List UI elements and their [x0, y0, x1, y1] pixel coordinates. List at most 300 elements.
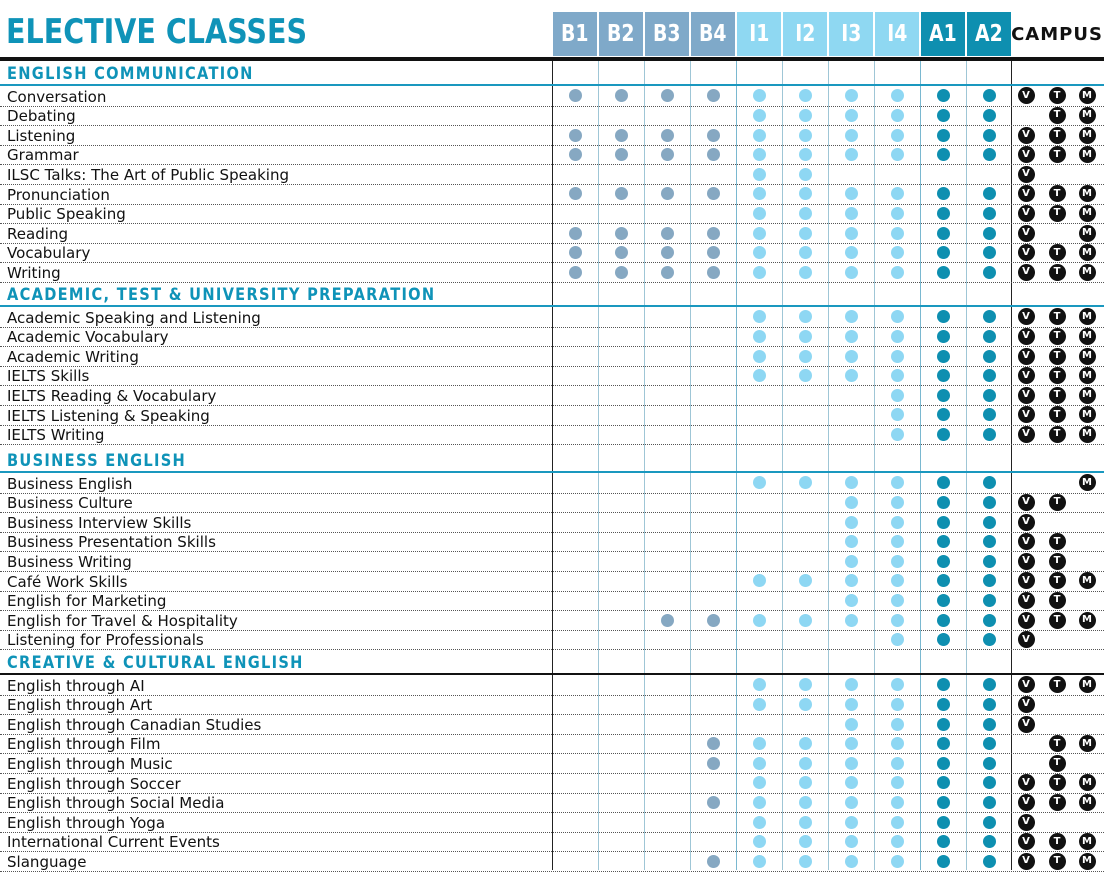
level-availability-dot [983, 428, 996, 441]
level-availability-dot [983, 614, 996, 627]
level-availability-dot [845, 187, 858, 200]
campus-badge-v: V [1018, 612, 1035, 629]
level-availability-dot [569, 227, 582, 240]
campus-badge-v: V [1018, 514, 1035, 531]
column-divider [874, 61, 875, 870]
campus-badge-v: V [1018, 716, 1035, 733]
level-availability-dot [891, 476, 904, 489]
campus-badge-t: T [1049, 205, 1066, 222]
column-divider [966, 61, 967, 870]
level-header-i2: I2 [783, 12, 827, 56]
class-name: English through Art [7, 696, 153, 715]
level-availability-dot [845, 835, 858, 848]
campus-column-header: CAMPUS [1011, 23, 1103, 45]
level-availability-dot [891, 246, 904, 259]
campus-badge-t: T [1049, 572, 1066, 589]
level-availability-dot [569, 266, 582, 279]
level-availability-dot [799, 678, 812, 691]
level-header-b3: B3 [645, 12, 689, 56]
level-availability-dot [845, 678, 858, 691]
level-availability-dot [891, 428, 904, 441]
level-availability-dot [845, 129, 858, 142]
level-availability-dot [891, 350, 904, 363]
level-availability-dot [983, 389, 996, 402]
level-availability-dot [983, 207, 996, 220]
class-name: English for Travel & Hospitality [7, 611, 238, 630]
level-availability-dot [891, 574, 904, 587]
level-availability-dot [799, 310, 812, 323]
level-availability-dot [707, 614, 720, 627]
level-header-b1: B1 [553, 12, 597, 56]
column-divider [736, 61, 737, 870]
level-availability-dot [845, 594, 858, 607]
class-name: Grammar [7, 146, 79, 165]
campus-badge-m: M [1079, 264, 1096, 281]
level-availability-dot [661, 89, 674, 102]
level-availability-dot [983, 476, 996, 489]
level-availability-dot [891, 718, 904, 731]
campus-badge-m: M [1079, 146, 1096, 163]
campus-badge-m: M [1079, 308, 1096, 325]
level-availability-dot [983, 737, 996, 750]
level-availability-dot [937, 266, 950, 279]
campus-badge-v: V [1018, 166, 1035, 183]
level-availability-dot [845, 109, 858, 122]
level-availability-dot [799, 698, 812, 711]
level-availability-dot [845, 757, 858, 770]
level-availability-dot [891, 678, 904, 691]
level-availability-dot [799, 266, 812, 279]
campus-badge-v: V [1018, 87, 1035, 104]
row-separator [0, 851, 1104, 852]
class-name: IELTS Skills [7, 367, 90, 386]
campus-badge-v: V [1018, 387, 1035, 404]
level-availability-dot [937, 776, 950, 789]
level-header-a2: A2 [967, 12, 1011, 56]
level-availability-dot [753, 168, 766, 181]
campus-badge-v: V [1018, 853, 1035, 870]
level-header-i3: I3 [829, 12, 873, 56]
level-availability-dot [845, 614, 858, 627]
campus-badge-m: M [1079, 572, 1096, 589]
campus-badge-m: M [1079, 853, 1096, 870]
campus-badge-t: T [1049, 328, 1066, 345]
campus-badge-t: T [1049, 107, 1066, 124]
level-availability-dot [891, 796, 904, 809]
level-availability-dot [799, 476, 812, 489]
level-availability-dot [891, 109, 904, 122]
level-availability-dot [937, 496, 950, 509]
class-name: Academic Vocabulary [7, 328, 169, 347]
level-availability-dot [799, 168, 812, 181]
level-availability-dot [615, 129, 628, 142]
level-availability-dot [891, 855, 904, 868]
level-availability-dot [937, 737, 950, 750]
row-separator [0, 366, 1104, 367]
level-availability-dot [891, 698, 904, 711]
level-availability-dot [615, 227, 628, 240]
level-availability-dot [661, 614, 674, 627]
campus-badge-v: V [1018, 348, 1035, 365]
campus-badge-t: T [1049, 553, 1066, 570]
level-availability-dot [661, 187, 674, 200]
level-header-b2: B2 [599, 12, 643, 56]
class-name: IELTS Listening & Speaking [7, 406, 210, 425]
campus-badge-m: M [1079, 127, 1096, 144]
level-availability-dot [845, 737, 858, 750]
level-availability-dot [891, 266, 904, 279]
campus-badge-t: T [1049, 774, 1066, 791]
level-availability-dot [753, 207, 766, 220]
level-availability-dot [891, 633, 904, 646]
campus-badge-m: M [1079, 244, 1096, 261]
level-availability-dot [891, 389, 904, 402]
column-divider [920, 61, 921, 870]
level-availability-dot [937, 350, 950, 363]
level-availability-dot [983, 496, 996, 509]
class-name: Café Work Skills [7, 572, 128, 591]
level-availability-dot [937, 476, 950, 489]
level-availability-dot [753, 835, 766, 848]
level-availability-dot [983, 796, 996, 809]
level-availability-dot [983, 816, 996, 829]
class-name: International Current Events [7, 833, 220, 852]
level-availability-dot [845, 555, 858, 568]
level-availability-dot [983, 148, 996, 161]
column-divider [552, 61, 553, 870]
campus-badge-v: V [1018, 328, 1035, 345]
section-heading: CREATIVE & CULTURAL ENGLISH [7, 653, 304, 673]
section-heading: BUSINESS ENGLISH [7, 451, 187, 471]
campus-badge-v: V [1018, 572, 1035, 589]
campus-badge-v: V [1018, 406, 1035, 423]
level-availability-dot [937, 757, 950, 770]
level-availability-dot [845, 535, 858, 548]
level-availability-dot [983, 408, 996, 421]
level-availability-dot [937, 428, 950, 441]
level-availability-dot [707, 246, 720, 259]
level-availability-dot [799, 187, 812, 200]
level-availability-dot [845, 698, 858, 711]
level-availability-dot [707, 757, 720, 770]
row-separator [0, 871, 1104, 872]
level-availability-dot [845, 207, 858, 220]
level-availability-dot [891, 369, 904, 382]
level-availability-dot [707, 129, 720, 142]
level-availability-dot [937, 207, 950, 220]
campus-badge-v: V [1018, 225, 1035, 242]
level-availability-dot [799, 148, 812, 161]
level-availability-dot [799, 89, 812, 102]
class-name: Slanguage [7, 852, 87, 871]
level-availability-dot [799, 855, 812, 868]
level-availability-dot [569, 246, 582, 259]
row-separator [0, 243, 1104, 244]
level-availability-dot [753, 816, 766, 829]
level-availability-dot [937, 246, 950, 259]
campus-badge-v: V [1018, 794, 1035, 811]
level-availability-dot [615, 187, 628, 200]
campus-badge-v: V [1018, 264, 1035, 281]
level-header-a1: A1 [921, 12, 965, 56]
level-availability-dot [753, 698, 766, 711]
campus-badge-t: T [1049, 533, 1066, 550]
level-availability-dot [891, 408, 904, 421]
campus-badge-m: M [1079, 185, 1096, 202]
level-availability-dot [753, 350, 766, 363]
campus-badge-m: M [1079, 406, 1096, 423]
level-availability-dot [891, 816, 904, 829]
level-availability-dot [753, 776, 766, 789]
class-name: Business Culture [7, 494, 133, 513]
campus-badge-v: V [1018, 494, 1035, 511]
section-heading: ENGLISH COMMUNICATION [7, 64, 254, 84]
level-availability-dot [937, 310, 950, 323]
campus-badge-v: V [1018, 127, 1035, 144]
row-separator [0, 262, 1104, 263]
level-availability-dot [753, 246, 766, 259]
level-availability-dot [707, 227, 720, 240]
level-availability-dot [799, 330, 812, 343]
level-availability-dot [891, 516, 904, 529]
level-availability-dot [753, 89, 766, 102]
level-availability-dot [983, 594, 996, 607]
level-availability-dot [937, 516, 950, 529]
section-rule [0, 673, 1104, 675]
level-header-i1: I1 [737, 12, 781, 56]
campus-badge-t: T [1049, 146, 1066, 163]
level-availability-dot [845, 476, 858, 489]
level-availability-dot [799, 614, 812, 627]
row-separator [0, 106, 1104, 107]
campus-badge-t: T [1049, 406, 1066, 423]
level-availability-dot [845, 796, 858, 809]
class-name: Listening [7, 126, 76, 145]
level-availability-dot [753, 855, 766, 868]
level-availability-dot [615, 266, 628, 279]
class-name: English through AI [7, 676, 145, 695]
class-name: English through Music [7, 754, 173, 773]
level-availability-dot [753, 678, 766, 691]
level-availability-dot [753, 369, 766, 382]
class-name: English through Film [7, 735, 161, 754]
campus-badge-v: V [1018, 146, 1035, 163]
level-availability-dot [891, 330, 904, 343]
level-availability-dot [753, 187, 766, 200]
campus-badge-t: T [1049, 612, 1066, 629]
campus-badge-m: M [1079, 774, 1096, 791]
class-name: English through Soccer [7, 774, 181, 793]
campus-badge-v: V [1018, 367, 1035, 384]
level-availability-dot [891, 207, 904, 220]
campus-badge-m: M [1079, 612, 1096, 629]
level-availability-dot [937, 129, 950, 142]
level-availability-dot [845, 816, 858, 829]
level-availability-dot [983, 266, 996, 279]
campus-badge-m: M [1079, 205, 1096, 222]
campus-badge-t: T [1049, 494, 1066, 511]
level-availability-dot [799, 109, 812, 122]
level-availability-dot [937, 796, 950, 809]
level-availability-dot [891, 555, 904, 568]
campus-badge-t: T [1049, 348, 1066, 365]
level-availability-dot [983, 855, 996, 868]
level-availability-dot [983, 757, 996, 770]
level-availability-dot [845, 330, 858, 343]
level-availability-dot [799, 350, 812, 363]
level-availability-dot [707, 148, 720, 161]
campus-badge-v: V [1018, 185, 1035, 202]
row-separator [0, 425, 1104, 426]
level-availability-dot [707, 855, 720, 868]
level-availability-dot [799, 776, 812, 789]
level-availability-dot [845, 496, 858, 509]
level-availability-dot [799, 574, 812, 587]
campus-badge-v: V [1018, 833, 1035, 850]
level-availability-dot [753, 574, 766, 587]
level-availability-dot [799, 796, 812, 809]
level-availability-dot [753, 129, 766, 142]
level-availability-dot [983, 89, 996, 102]
class-name: Writing [7, 263, 61, 282]
campus-badge-t: T [1049, 367, 1066, 384]
level-availability-dot [891, 496, 904, 509]
level-availability-dot [983, 835, 996, 848]
level-availability-dot [937, 555, 950, 568]
level-availability-dot [707, 266, 720, 279]
level-availability-dot [707, 796, 720, 809]
level-header-i4: I4 [875, 12, 919, 56]
campus-badge-m: M [1079, 87, 1096, 104]
campus-badge-t: T [1049, 853, 1066, 870]
campus-badge-t: T [1049, 87, 1066, 104]
level-availability-dot [937, 389, 950, 402]
campus-badge-m: M [1079, 387, 1096, 404]
campus-badge-v: V [1018, 553, 1035, 570]
class-name: IELTS Reading & Vocabulary [7, 386, 217, 405]
campus-badge-m: M [1079, 676, 1096, 693]
level-availability-dot [799, 737, 812, 750]
campus-badge-m: M [1079, 474, 1096, 491]
level-availability-dot [937, 816, 950, 829]
level-availability-dot [983, 246, 996, 259]
class-name: English through Yoga [7, 813, 166, 832]
level-availability-dot [753, 737, 766, 750]
level-availability-dot [891, 757, 904, 770]
column-divider [782, 61, 783, 870]
row-separator [0, 551, 1104, 552]
campus-badge-v: V [1018, 631, 1035, 648]
campus-badge-m: M [1079, 833, 1096, 850]
class-name: ILSC Talks: The Art of Public Speaking [7, 165, 290, 184]
class-name: Vocabulary [7, 244, 91, 263]
section-rule [0, 84, 1104, 86]
class-name: Academic Speaking and Listening [7, 308, 261, 327]
level-availability-dot [983, 129, 996, 142]
campus-badge-m: M [1079, 225, 1096, 242]
row-separator [0, 649, 1104, 650]
level-availability-dot [661, 227, 674, 240]
class-name: Public Speaking [7, 205, 126, 224]
campus-badge-m: M [1079, 348, 1096, 365]
level-availability-dot [661, 246, 674, 259]
column-divider [644, 61, 645, 870]
level-availability-dot [891, 594, 904, 607]
level-availability-dot [983, 574, 996, 587]
campus-badge-m: M [1079, 107, 1096, 124]
level-availability-dot [799, 757, 812, 770]
level-availability-dot [891, 187, 904, 200]
level-availability-dot [983, 330, 996, 343]
campus-badge-t: T [1049, 244, 1066, 261]
level-availability-dot [845, 369, 858, 382]
section-heading: ACADEMIC, TEST & UNIVERSITY PREPARATION [7, 285, 436, 305]
level-availability-dot [983, 718, 996, 731]
row-separator [0, 812, 1104, 813]
row-separator [0, 493, 1104, 494]
level-availability-dot [845, 266, 858, 279]
level-availability-dot [937, 855, 950, 868]
page-title: ELECTIVE CLASSES [6, 12, 308, 52]
level-availability-dot [937, 89, 950, 102]
column-divider [690, 61, 691, 870]
level-availability-dot [983, 516, 996, 529]
campus-badge-v: V [1018, 533, 1035, 550]
level-availability-dot [569, 148, 582, 161]
level-availability-dot [845, 310, 858, 323]
level-availability-dot [983, 678, 996, 691]
level-availability-dot [983, 350, 996, 363]
campus-badge-t: T [1049, 794, 1066, 811]
level-availability-dot [615, 148, 628, 161]
level-availability-dot [569, 89, 582, 102]
class-name: English through Social Media [7, 794, 225, 813]
class-name: Business Presentation Skills [7, 533, 216, 552]
level-availability-dot [753, 310, 766, 323]
level-availability-dot [569, 187, 582, 200]
level-availability-dot [799, 227, 812, 240]
class-name: Business Writing [7, 552, 132, 571]
level-availability-dot [937, 574, 950, 587]
campus-badge-v: V [1018, 774, 1035, 791]
level-availability-dot [891, 835, 904, 848]
level-availability-dot [753, 614, 766, 627]
campus-badge-m: M [1079, 735, 1096, 752]
level-availability-dot [983, 535, 996, 548]
class-name: Reading [7, 224, 69, 243]
level-availability-dot [799, 369, 812, 382]
level-availability-dot [983, 776, 996, 789]
campus-badge-v: V [1018, 814, 1035, 831]
campus-badge-t: T [1049, 592, 1066, 609]
row-separator [0, 145, 1104, 146]
level-availability-dot [661, 129, 674, 142]
campus-badge-t: T [1049, 426, 1066, 443]
class-name: IELTS Writing [7, 426, 105, 445]
column-divider [828, 61, 829, 870]
campus-badge-t: T [1049, 755, 1066, 772]
class-name: Business English [7, 474, 133, 493]
level-availability-dot [937, 718, 950, 731]
row-separator [0, 695, 1104, 696]
level-availability-dot [891, 227, 904, 240]
level-header-b4: B4 [691, 12, 735, 56]
level-availability-dot [983, 369, 996, 382]
level-availability-dot [891, 129, 904, 142]
level-availability-dot [937, 187, 950, 200]
class-name: Conversation [7, 87, 107, 106]
class-name: Pronunciation [7, 185, 110, 204]
